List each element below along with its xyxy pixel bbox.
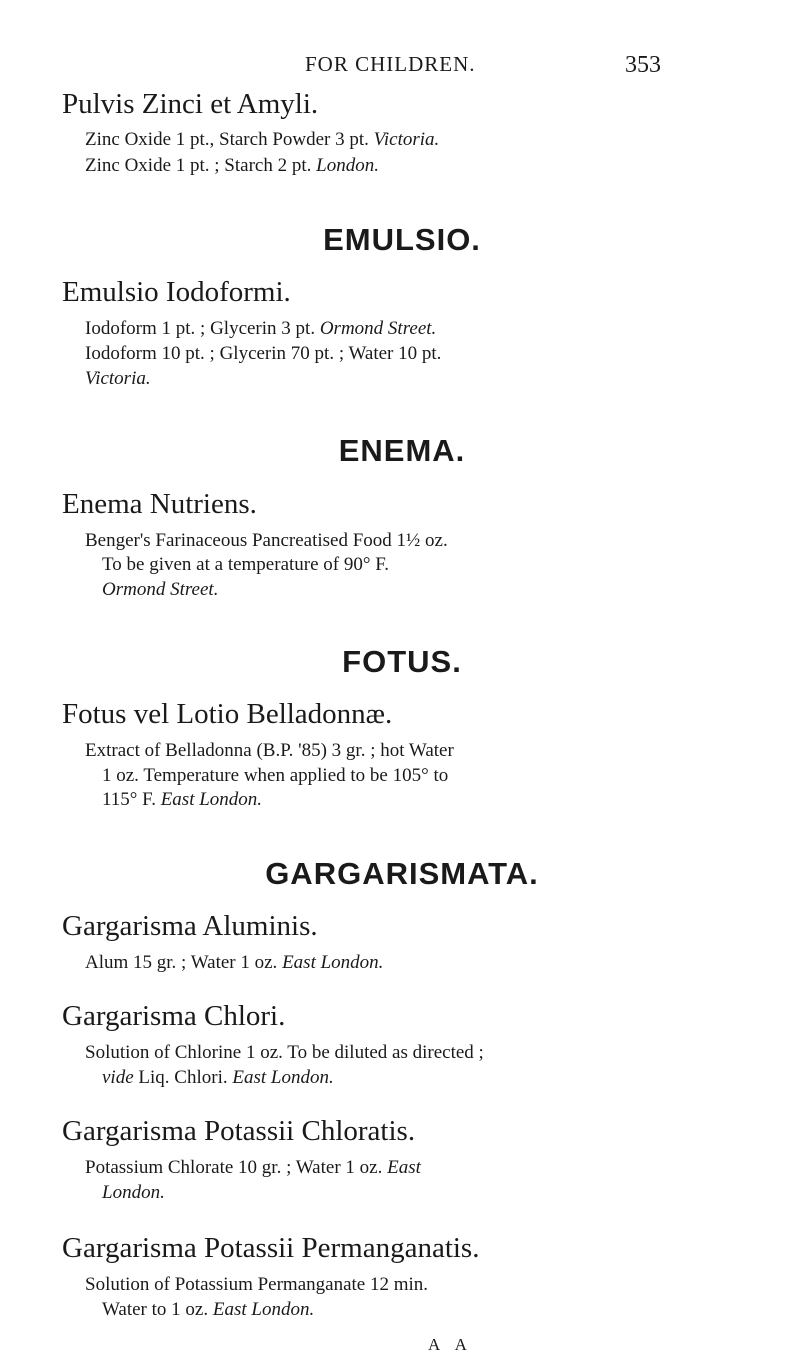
signature-mark: A A [428,1335,473,1354]
entry-line [85,740,454,762]
entry-title-aluminis: Gargarisma Aluminis. [62,910,318,942]
entry-line [85,318,436,340]
source-label: London. [102,1182,165,1203]
formula-text: Solution of Chlorine 1 oz. To be diluted as directed ; [85,1042,484,1063]
entry-line [85,129,439,151]
entry-line [85,155,379,177]
entry-line [102,789,262,811]
source-label: East [387,1157,421,1178]
entry-line [85,1042,484,1064]
source-label: London. [316,155,379,176]
entry-line [102,1067,334,1089]
entry-line [85,368,151,390]
source-label: East London. [232,1067,334,1088]
entry-title-pulvis: Pulvis Zinci et Amyli. [62,88,319,120]
source-label: Victoria. [373,129,440,150]
formula-text: Solution of Potassium Permanganate 12 min. [85,1274,429,1295]
entry-line [102,765,448,787]
formula-text: Zinc Oxide 1 pt., Starch Powder 3 pt. [85,129,369,150]
entry-title-permanganatis: Gargarisma Potassii Permanganatis. [62,1232,480,1264]
entry-line [85,1157,421,1179]
section-heading-emulsio: EMULSIO. [323,222,481,257]
section-heading-fotus: FOTUS. [342,644,462,679]
source-label: East London. [212,1299,315,1320]
entry-line [102,579,218,601]
formula-text: Zinc Oxide 1 pt. ; Starch 2 pt. [85,155,312,176]
section-heading-enema: ENEMA. [338,433,466,468]
entry-title-fotus: Fotus vel Lotio Belladonnæ. [62,698,393,730]
entry-title-emulsio: Emulsio Iodoformi. [62,276,291,308]
source-label: East London. [160,789,263,810]
entry-line [85,530,448,552]
formula-text: Extract of Belladonna (B.P. '85) 3 gr. ; hot Water [85,740,454,761]
entry-line [102,1299,314,1321]
running-head [0,52,800,82]
source-label: Victoria. [85,368,151,389]
entry-title-enema: Enema Nutriens. [62,488,257,520]
formula-text: Potassium Chlorate 10 gr. ; Water 1 oz. [85,1157,383,1178]
formula-text: 115° F. [102,789,156,810]
vide-label: vide [102,1067,134,1088]
running-title: FOR CHILDREN. [305,52,476,76]
source-label: Ormond Street. [102,579,219,600]
formula-text: 1 oz. Temperature when applied to be 105° to [102,765,449,786]
entry-line [85,1274,428,1296]
page-number: 353 [625,52,661,78]
formula-text: Alum 15 gr. ; Water 1 oz. [85,952,278,973]
formula-text: To be given at a temperature of 90° F. [102,554,390,575]
source-label: East London. [282,952,384,973]
source-label: Ormond Street. [319,318,437,339]
formula-text: Liq. Chlori. [138,1067,228,1088]
entry-title-chlori: Gargarisma Chlori. [62,1000,286,1032]
entry-line [102,554,389,576]
entry-line [102,1182,165,1204]
formula-text: Iodoform 10 pt. ; Glycerin 70 pt. ; Water 10 pt. [85,343,442,364]
entry-line [85,952,383,974]
formula-text: Benger's Farinaceous Pancreatised Food 1½ oz. [85,530,448,551]
entry-line [85,343,441,365]
formula-text: Water to 1 oz. [102,1299,209,1320]
entry-title-chloratis: Gargarisma Potassii Chloratis. [62,1115,416,1147]
section-heading-gargarismata: GARGARISMATA. [265,856,539,891]
formula-text: Iodoform 1 pt. ; Glycerin 3 pt. [85,318,316,339]
